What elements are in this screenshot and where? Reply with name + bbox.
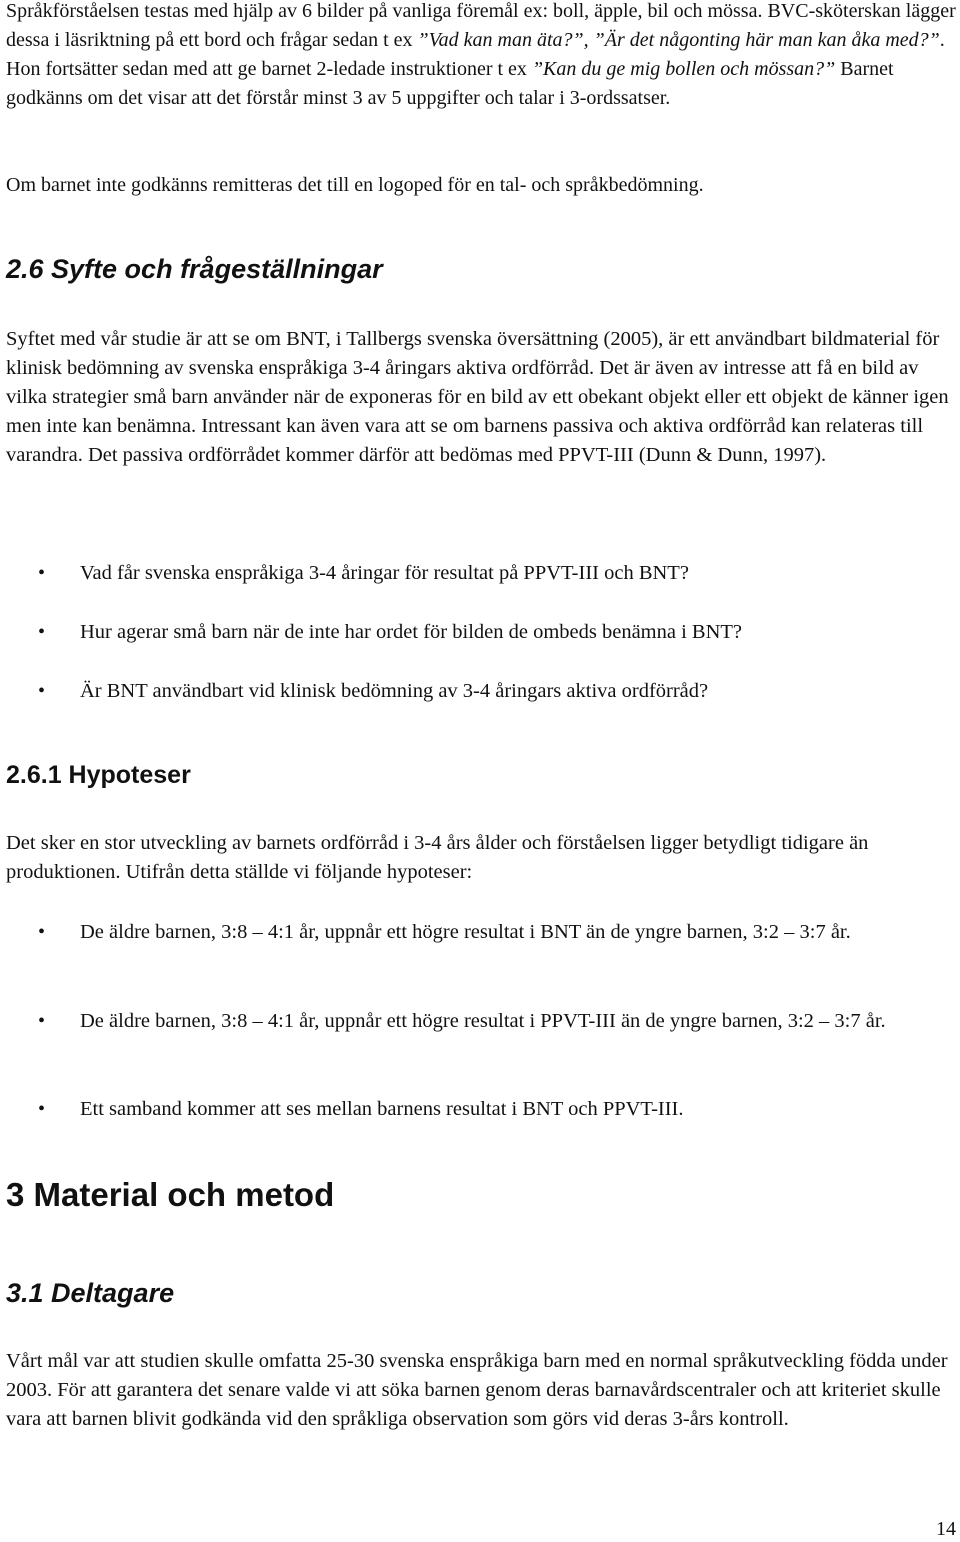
intro-example-questions: ”Vad kan man äta?”, ”Är det någonting här man kan åka med?” — [417, 29, 940, 51]
section-3-1-body: Vårt mål var att studien skulle omfatta 25-30 svenska enspråkiga barn med en normal språkutveckling födda under 2003. För att garantera det senare valde vi att söka barnen genom deras barnavårdscentraler och att kriteriet skulle vara att barnen blivit godkända vid den språkliga observation som görs vid deras 3-års kontroll. — [6, 1350, 948, 1430]
intro-text-e: Barnet godkänns om det visar att det förstår minst 3 av 5 uppgifter och talar i 3-ordssatser. — [6, 58, 894, 109]
hypothesis-item: De äldre barnen, 3:8 – 4:1 år, uppnår ett högre resultat i BNT än de yngre barnen, 3:2 – 3:7 år. — [80, 921, 851, 943]
bullet-icon: • — [38, 621, 46, 643]
bullet-icon: • — [38, 1098, 46, 1120]
bullet-icon: • — [38, 680, 46, 702]
section-3-1-heading: 3.1 Deltagare — [6, 1278, 175, 1308]
intro-text-a: Språkförståelsen testas med hjälp av 6 bilder på vanliga föremål ex: boll, äpple, bil och mössa. BVC-sköterskan lägger dessa i läsriktning på ett bord och frågar sedan t ex — [6, 0, 956, 51]
intro-paragraph-2: Om barnet inte godkänns remitteras det till en logoped för en tal- och språkbedömning. — [6, 174, 704, 196]
section-2-6-body: Syftet med vår studie är att se om BNT, i Tallbergs svenska översättning (2005), är ett användbart bildmaterial för klinisk bedömning av svenska enspråkiga 3-4 åringars aktiva ordförråd. Det är även av intresse att få en bild av vilka strategier små barn använder när de exponeras för en bild av ett obekant objekt eller ett objekt de känner igen men inte kan benämna. Intressant kan även vara att se om barnens passiva och aktiva ordförråd kan relateras till varandra. Det passiva ordförrådet kommer därför att bedömas med PPVT-III (Dunn & Dunn, 1997). — [6, 328, 949, 466]
question-item: Vad får svenska enspråkiga 3-4 åringar för resultat på PPVT-III och BNT? — [80, 562, 689, 584]
hypothesis-item: Ett samband kommer att ses mellan barnens resultat i BNT och PPVT-III. — [80, 1098, 684, 1120]
question-item: Hur agerar små barn när de inte har ordet för bilden de ombeds benämna i BNT? — [80, 621, 743, 643]
bullet-icon: • — [38, 562, 46, 584]
page-number: 14 — [936, 1518, 956, 1540]
section-3-heading: 3 Material och metod — [6, 1176, 335, 1213]
intro-text-c: . Hon fortsätter sedan med att ge barnet 2-ledade instruktioner t ex — [6, 29, 945, 80]
section-2-6-1-heading: 2.6.1 Hypoteser — [6, 761, 191, 789]
question-item: Är BNT användbart vid klinisk bedömning av 3-4 åringars aktiva ordförråd? — [80, 680, 709, 702]
bullet-icon: • — [38, 921, 46, 943]
intro-paragraph-1 — [6, 0, 958, 113]
section-2-6-heading: 2.6 Syfte och frågeställningar — [6, 254, 383, 284]
bullet-icon: • — [38, 1010, 46, 1032]
hypothesis-item: De äldre barnen, 3:8 – 4:1 år, uppnår ett högre resultat i PPVT-III än de yngre barnen, 3:2 – 3:7 år. — [80, 1010, 886, 1032]
section-2-6-1-body: Det sker en stor utveckling av barnets ordförråd i 3-4 års ålder och förståelsen ligger betydligt tidigare än produktionen. Utifrån detta ställde vi följande hypoteser: — [6, 832, 869, 883]
intro-example-instruction: ”Kan du ge mig bollen och mössan?” — [531, 58, 836, 80]
